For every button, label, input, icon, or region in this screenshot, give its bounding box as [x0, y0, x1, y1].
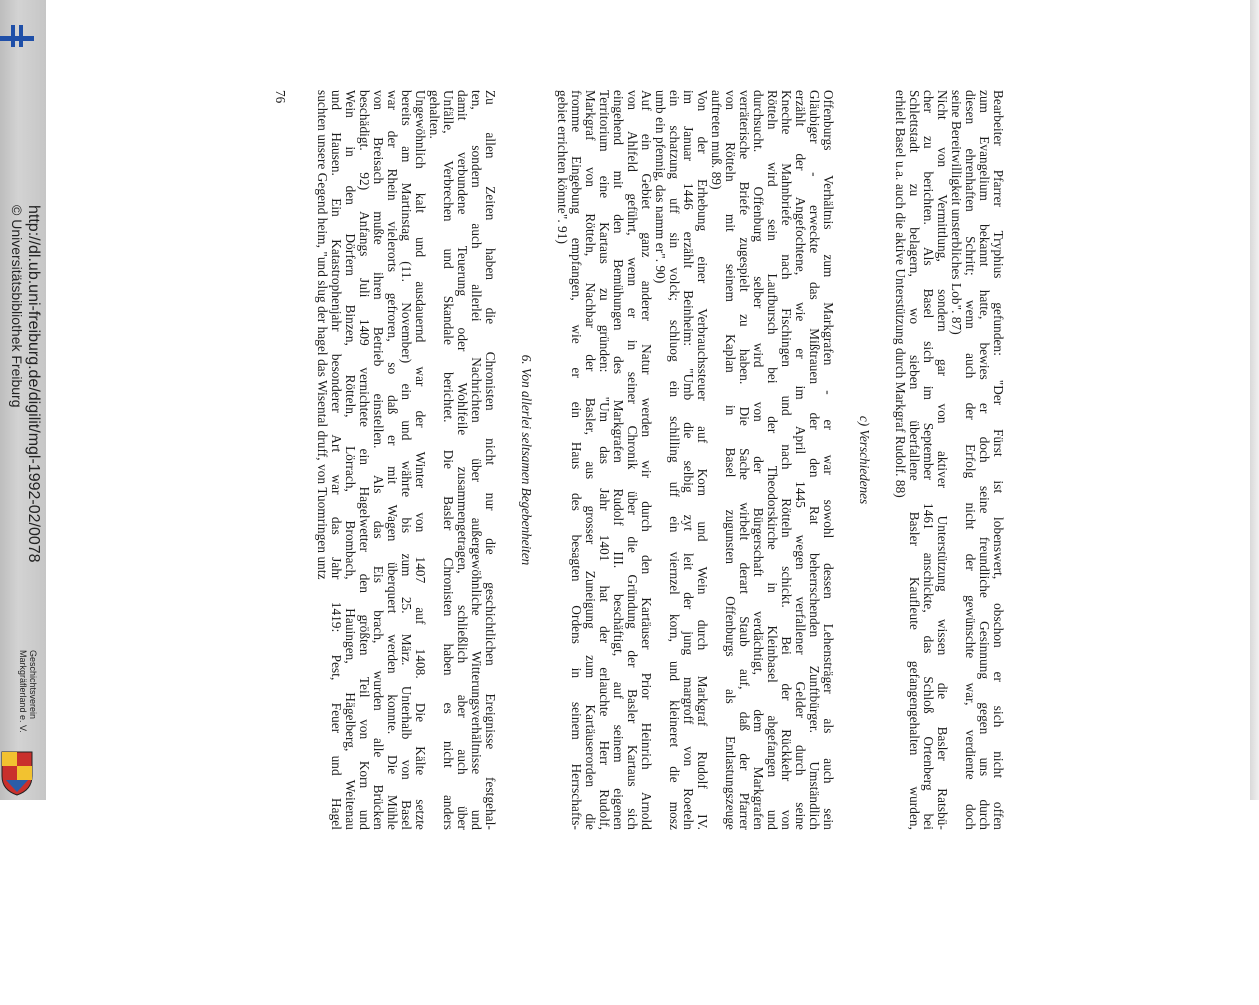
text-line: Auf ein Gebiet ganz anderer Natur werden wir durch den Kartäuser Prior Heinrich Arnold: [639, 90, 654, 830]
scanned-page: [150, 0, 1250, 830]
text-line: ten, sondern auch allerlei Nachrichten über außergewöhnliche Witterungsverhältnisse und: [469, 90, 484, 830]
flag-icon-post: [19, 25, 23, 47]
page-number: 76: [273, 90, 288, 104]
text-line: Schlettstadt zu belagern, wo sieben überfallene Basler Kaufleute gefangengehalten wurden,: [907, 90, 922, 830]
text-line: eingehend mit den Bemühungen des Markgrafen Rudolf III. beschäftigt, auf seinem eigenen: [611, 90, 626, 830]
text-line: gehalten.: [427, 90, 442, 139]
flag-icon-bar: [0, 36, 34, 41]
text-line: Rötteln wird sein Laufbursch bei der Theodorskirche in Kleinbasel abgefangen und: [765, 90, 780, 830]
sidebar-credits: [2, 205, 42, 1005]
text-line: Gläubiger - erweckte das Mißtrauen der den Rat beherrschenden Zunftbürger. Umständlich: [807, 90, 822, 830]
crest-icon: [0, 750, 34, 796]
text-line: damit verbundene Teuerung oder Wohlfeile zusammengetragen, schließlich aber auch über: [455, 90, 470, 830]
text-line: Ungewöhnlich kalt und ausdauernd war der Winter von 1407 auf 1408. Die Kälte setzte: [413, 90, 428, 830]
library-credit: © Universitätsbibliothek Freiburg: [9, 205, 25, 408]
flag-icon-post: [11, 25, 15, 47]
text-line: beschädigt. 92) Anfangs Juli 1409 vernichtete ein Hagelwetter den größten Teil von Korn und: [357, 90, 372, 830]
right-edge-strip: [1250, 0, 1259, 800]
source-url[interactable]: http://dl.ub.uni-freiburg.de/digilit/mgl-1992-02/0078: [25, 205, 42, 563]
text-line: seine Bereitwilligkeit unsterbliches Lob". 87): [949, 90, 964, 335]
text-line: Offenburgs Verhältnis zum Markgrafen - er war sowohl dessen Lehensträger als auch sein: [821, 90, 836, 830]
text-line: von Ahlfeld geführt, wenn er in seiner Chronik über die Gründung der Basler Kartaus sich: [625, 90, 640, 830]
section-heading-6: 6. Von allerlei seltsamen Begebenheiten: [519, 354, 534, 566]
text-line: suchten unsere Gegend heim, "und slug der hagel das Wisental druff, von Tuomringen untz: [315, 90, 330, 580]
text-line: war der Rhein vielerorts gefroren, so daß er mit Wagen überquert werden konnte. Die Mühle: [385, 90, 400, 830]
text-line: cher zu berichten. Als Basel sich im September 1461 anschickte, das Schloß Ortenberg bei: [921, 90, 936, 830]
text-line: fromme Eingebung empfangen, wie er ein Haus des besagten Ordens in seinem Herrschafts-: [569, 90, 584, 830]
text-line: Zu allen Zeiten haben die Chronisten nicht nur die geschichtlichen Ereignisse festgehal-: [483, 90, 498, 830]
text-line: zum Evangelium bekannt hatte, bewies er doch seine freundliche Gesinnung gegen uns durch: [977, 90, 992, 830]
text-line: verräterische Briefe zugespielt zu haben. Die Sache wirbelt derart Staub auf, daß der Pfarrer: [737, 90, 752, 830]
text-line: Von der Erhebung einer Verbrauchssteuer auf Korn und Wein durch Markgraf Rudolf IV.: [695, 90, 710, 830]
text-line: Knechte Mahnbriefe nach Fischingen und nach Rötteln schickt. Bei der Rückkehr von: [779, 90, 794, 830]
text-line: durchsucht. Offenburg selber wird von der Bürgerschaft verdächtigt, dem Markgrafen: [751, 90, 766, 830]
text-line: erhielt Basel u.a. auch die aktive Unterstützung durch Markgraf Rudolf. 88): [893, 90, 908, 498]
text-line: von Rötteln mit seinem Kaplan in Basel zugunsten Offenburgs als Entlastungszeuge: [723, 90, 738, 830]
text-line: auftreten muß. 89): [709, 90, 724, 190]
text-line: im Januar 1446 erzählt Beinheim: "Umb die selbig zyt leit der jung margroff von Roeteln: [681, 90, 696, 830]
text-line: gebiet errichten könnte". 91): [555, 90, 570, 245]
text-line: und Hausen. Ein Katastrophenjahr besonderer Art war das Jahr 1419: Pest, Feuer und Hagel: [329, 90, 344, 830]
rotated-page-content: [105, 90, 1005, 830]
text-line: von Breisach mußte ihren Betrieb einstellen. Als das Eis brach, wurden alle Brücken: [371, 90, 386, 830]
text-line: ein schatzung uff sin volck; schluog ein schilling uff ein viernzel korn, und kleineret die mosz: [667, 90, 682, 830]
text-line: erzählt der Angefochtene, wie er im April 1445 wegen verfallener Gelder durch seine: [793, 90, 808, 830]
logo-line: Markgräflerland e. V.: [18, 650, 28, 733]
section-heading-c: c) Verschiedenes: [857, 415, 872, 505]
left-sidebar: [0, 0, 46, 800]
text-line: Nicht von Vermittlung, sondern gar von aktiver Unterstützung wissen die Basler Ratsbü-: [935, 90, 950, 830]
logo-line: Geschichtsverein: [28, 650, 38, 720]
text-line: Markgraf von Rötteln, Nachbar der Basler, aus grosser Zuneigung zum Kartäuserorden die: [583, 90, 598, 830]
text-line: Wein in den Dörfern Binzen, Rötteln, Lörrach, Brombach, Hauingen, Hägelberg, Weitenau: [343, 90, 358, 830]
text-line: bereits am Martinstag (11. November) ein und währte bis zum 25. März. Unterhalb von Basel: [399, 90, 414, 830]
text-line: Territorium eine Kartaus zu gründen: "Um das Jahr 1401 hat der erlauchte Herr Rudolf,: [597, 90, 612, 830]
text-line: Bearbeiter Pfarrer Tryphius gefunden: "Der Fürst ist lobenswert, obschon er sich nicht offen: [991, 90, 1006, 830]
text-line: Unfälle, Verbrechen und Skandale berichtet. Die Basler Chronisten haben es nicht anders: [441, 90, 456, 830]
text-line: diesen ehrenhaften Schritt; wenn auch der Erfolg nicht der gewünschte war, verdiente doch: [963, 90, 978, 830]
text-line: umb ein pfennig, das namm er". 90): [653, 90, 668, 284]
